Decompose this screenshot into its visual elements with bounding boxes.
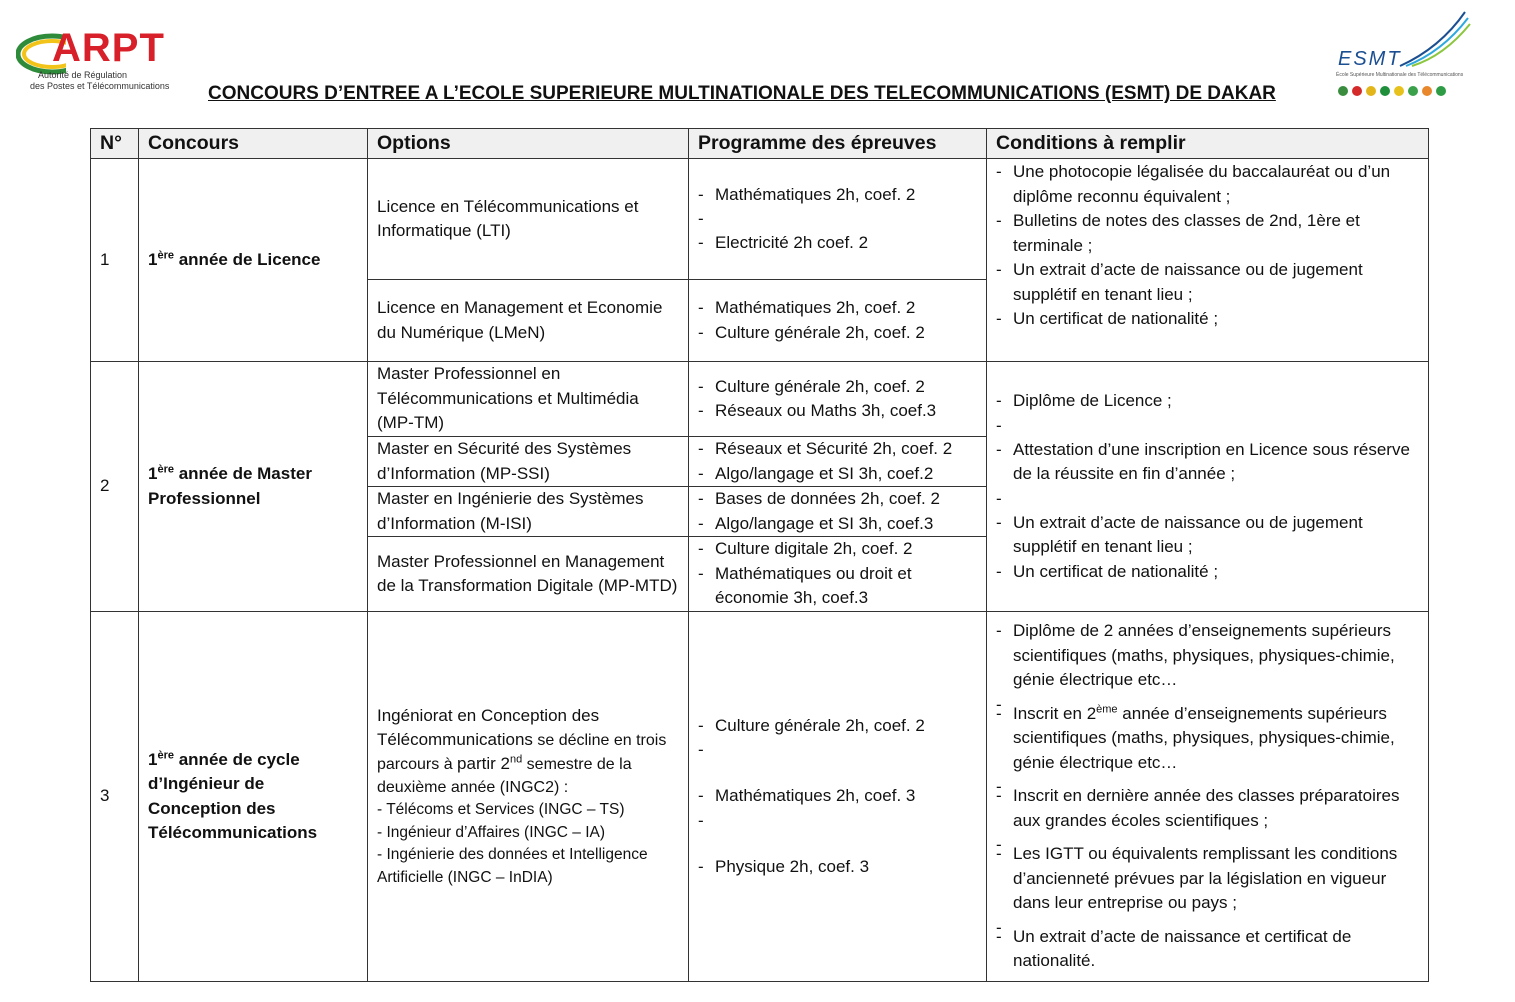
concours-cell: 1ère année de Master Professionnel — [139, 362, 368, 612]
row-number: 1 — [91, 159, 139, 362]
option-cell: Master Professionnel en Télécommunications et Multimédia (MP-TM) — [368, 362, 689, 437]
header-conditions: Conditions à remplir — [987, 129, 1429, 159]
concours-text: année de Master Professionnel — [148, 464, 312, 508]
header-concours: Concours — [139, 129, 368, 159]
member-flags — [1338, 86, 1446, 96]
arpt-logo — [14, 24, 186, 96]
condition-text: Inscrit en 2 — [1013, 703, 1097, 723]
epreuves-cell — [689, 537, 987, 612]
epreuve-item: - Electricité 2h coef. 2 — [698, 231, 977, 256]
option-cell: Master Professionnel en Management de la Transformation Digitale (MP-MTD) — [368, 537, 689, 612]
flag-icon — [1338, 86, 1348, 96]
esmt-logo — [1330, 8, 1475, 104]
condition-item: - Les IGTT ou équivalents remplissant les conditions d’ancienneté prévues par la législation en vigueur dans leur entreprise ou pays ; — [996, 842, 1419, 916]
condition-item: - Un extrait d’acte de naissance ou de jugement supplétif en tenant lieu ; — [996, 258, 1419, 307]
option-intro — [377, 704, 679, 799]
esmt-logo-subtitle: École Supérieure Multinationale des Télécommunications — [1336, 72, 1464, 78]
epreuves-cell — [689, 437, 987, 487]
concours-table — [90, 128, 1429, 982]
flag-icon — [1366, 86, 1376, 96]
parcours-item: - Ingénieur d’Affaires (INGC – IA) — [377, 823, 605, 841]
concours-text: année de cycle d’Ingénieur de Conception des Télécommunications — [148, 749, 318, 842]
table-row — [91, 612, 1429, 982]
header-programme: Programme des épreuves — [689, 129, 987, 159]
conditions-cell — [987, 159, 1429, 362]
condition-item: - Un certificat de nationalité ; — [996, 307, 1419, 332]
arpt-logo-name: ARPT — [52, 26, 165, 70]
epreuves-cell — [689, 362, 987, 437]
condition-item: - Un certificat de nationalité ; — [996, 560, 1419, 585]
condition-text: année d’enseignements supérieurs scientifiques (maths, physiques, physiques-chimie, génie électrique etc… — [1013, 703, 1395, 772]
epreuve-item: - Physique 2h, coef. 3 — [698, 855, 977, 880]
superscript: ère — [157, 249, 174, 262]
epreuve-item: - Mathématiques 2h, coef. 2 — [698, 183, 977, 208]
superscript: ère — [157, 748, 174, 761]
flag-icon — [1352, 86, 1362, 96]
epreuve-item: - Mathématiques 2h, coef. 2 — [698, 296, 977, 321]
superscript: ème — [1096, 703, 1118, 716]
epreuve-item: - Réseaux et Sécurité 2h, coef. 2 — [698, 437, 977, 462]
conditions-cell — [987, 612, 1429, 982]
parcours-item: - Télécoms et Services (INGC – TS) — [377, 801, 625, 818]
table-row — [91, 159, 1429, 280]
epreuve-item: - Culture digitale 2h, coef. 2 — [698, 537, 977, 562]
epreuve-item: - Bases de données 2h, coef. 2 — [698, 487, 977, 512]
esmt-logo-name: ESMT — [1338, 48, 1402, 70]
arpt-logo-line1: Autorité de Régulation — [38, 70, 128, 80]
flag-icon — [1436, 86, 1446, 96]
flag-icon — [1422, 86, 1432, 96]
option-cell: Master en Ingénierie des Systèmes d’Information (M-ISI) — [368, 487, 689, 537]
table-row — [91, 362, 1429, 437]
option-cell: Licence en Télécommunications et Informatique (LTI) — [368, 159, 689, 280]
header-num: N° — [91, 129, 139, 159]
condition-item: - Une photocopie légalisée du baccalauréat ou d’un diplôme reconnu équivalent ; — [996, 160, 1419, 209]
epreuves-cell — [689, 159, 987, 280]
concours-cell: 1ère année de Licence — [139, 159, 368, 362]
condition-item: - Attestation d’une inscription en Licence sous réserve de la réussite en fin d’année ; — [996, 438, 1419, 487]
option-intro-partir: partir 2 — [457, 754, 510, 773]
condition-item: - Bulletins de notes des classes de 2nd, 1ère et terminale ; — [996, 209, 1419, 258]
parcours-item: - Ingénierie des données et Intelligence Artificielle (INGC – InDIA) — [377, 846, 648, 886]
conditions-cell — [987, 362, 1429, 612]
condition-item: - Un extrait d’acte de naissance et certificat de nationalité. — [996, 925, 1419, 974]
condition-item: - Un extrait d’acte de naissance ou de jugement supplétif en tenant lieu ; — [996, 511, 1419, 560]
option-cell: Master en Sécurité des Systèmes d’Information (MP-SSI) — [368, 437, 689, 487]
option-intro-end: semestre de la deuxième année (INGC2) : — [377, 756, 632, 796]
epreuves-cell — [689, 612, 987, 982]
condition-item — [996, 702, 1419, 776]
condition-item: - Diplôme de Licence ; — [996, 389, 1419, 414]
epreuve-item: - Culture générale 2h, coef. 2 — [698, 714, 977, 739]
epreuve-item: - Culture générale 2h, coef. 2 — [698, 375, 977, 400]
option-intro-text: se décline en trois parcours à — [377, 732, 667, 773]
flag-icon — [1408, 86, 1418, 96]
epreuve-item: - Réseaux ou Maths 3h, coef.3 — [698, 399, 977, 424]
arpt-logo-line2: des Postes et Télécommunications — [30, 81, 170, 91]
header-options: Options — [368, 129, 689, 159]
epreuve-item: - Culture générale 2h, coef. 2 — [698, 321, 977, 346]
page-title: CONCOURS D’ENTREE A L’ECOLE SUPERIEURE MULTINATIONALE DES TELECOMMUNICATIONS (ESMT) DE DAKAR — [208, 83, 1276, 104]
row-number: 3 — [91, 612, 139, 982]
row-number: 2 — [91, 362, 139, 612]
option-cell — [368, 612, 689, 982]
epreuve-item: - Mathématiques ou droit et économie 3h, coef.3 — [698, 562, 977, 611]
condition-item: - Diplôme de 2 années d’enseignements supérieurs scientifiques (maths, physiques, physiques-chimie, génie électrique etc… — [996, 619, 1419, 693]
epreuves-cell — [689, 280, 987, 362]
concours-text: année de Licence — [174, 249, 321, 269]
epreuves-cell — [689, 487, 987, 537]
concours-cell: 1ère année de cycle d’Ingénieur de Conception des Télécommunications — [139, 612, 368, 982]
epreuve-item: - Algo/langage et SI 3h, coef.2 — [698, 462, 977, 487]
option-cell: Licence en Management et Economie du Numérique (LMeN) — [368, 280, 689, 362]
option-intro-title: Ingéniorat en Conception des Télécommunications — [377, 706, 600, 749]
epreuve-item: - Mathématiques 2h, coef. 3 — [698, 784, 977, 809]
superscript: nd — [509, 753, 523, 766]
flag-icon — [1394, 86, 1404, 96]
table-header-row — [91, 129, 1429, 159]
condition-item: - Inscrit en dernière année des classes préparatoires aux grandes écoles scientifiques ; — [996, 784, 1419, 833]
superscript: ère — [157, 463, 174, 476]
flag-icon — [1380, 86, 1390, 96]
epreuve-item: - Algo/langage et SI 3h, coef.3 — [698, 512, 977, 537]
